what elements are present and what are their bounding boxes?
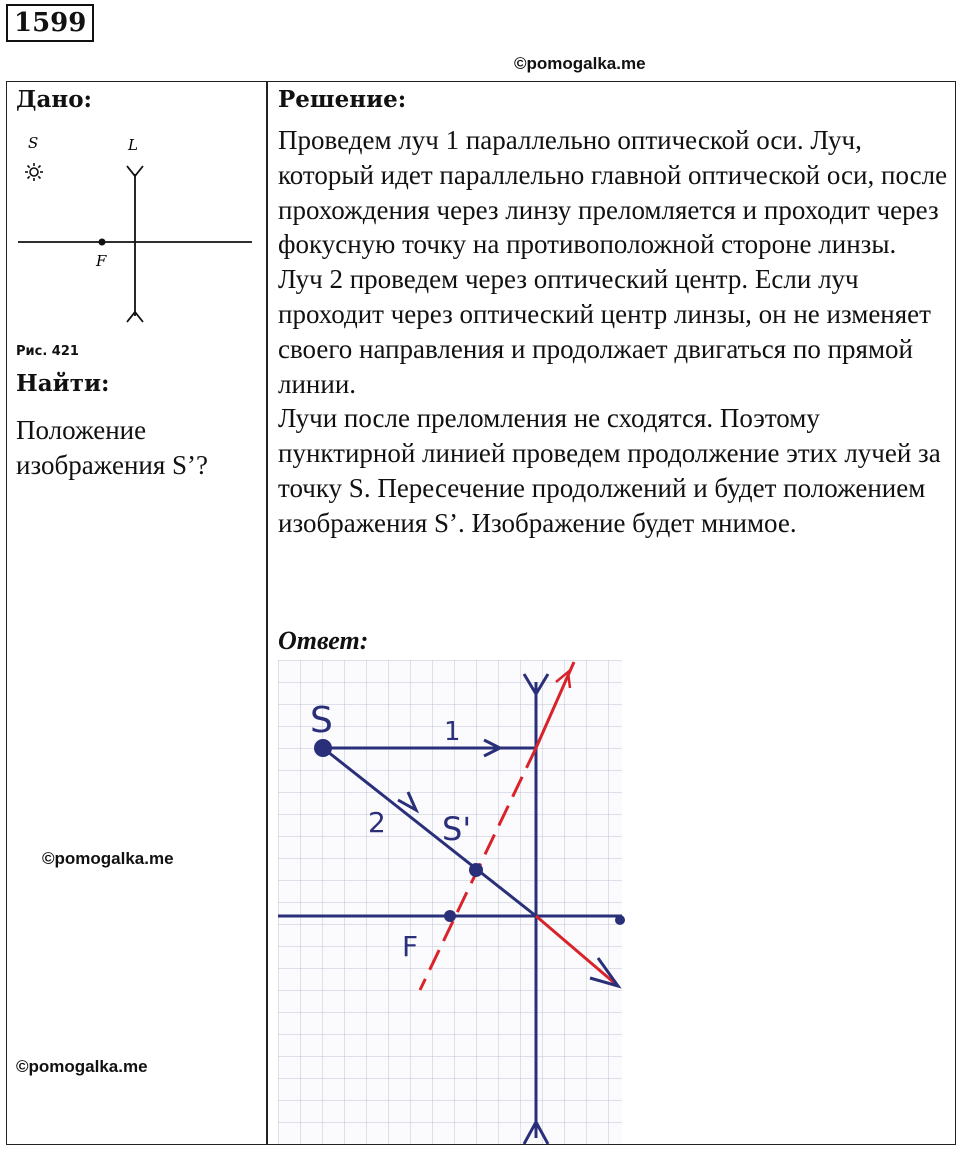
solution-heading: Решение: <box>278 86 407 113</box>
image-point <box>469 863 483 877</box>
column-divider <box>266 81 268 1145</box>
figure-focus-label: F <box>96 252 107 270</box>
given-heading: Дано: <box>16 86 93 113</box>
figure-caption: Рис. 421 <box>16 344 79 359</box>
figure-source-label: S <box>28 134 39 152</box>
solution-paragraph-1: Проведем луч 1 параллельно оптической оси. Луч, который идет параллельно главной оптической оси, после прохождения через линзу преломляется и проходит через фокусную точку на противоположной стороне линзы. <box>278 125 948 260</box>
focus-point-drawn <box>444 910 456 922</box>
drawn-focus-label: F <box>402 930 419 963</box>
answer-drawing <box>278 660 624 1144</box>
solution-paragraph-3: Лучи после преломления не сходятся. Поэтому пунктирной линией проведем продолжение этих лучей за точку S. Пересечение продолжений и будет положением изображения S’. Изображение будет мнимое. <box>278 403 941 538</box>
find-heading: Найти: <box>16 370 110 397</box>
answer-heading: Ответ: <box>278 626 369 655</box>
find-text: Положение изображения S’? <box>16 415 209 480</box>
solution-paragraph-2: Луч 2 проведем через оптический центр. Если луч проходит через оптический центр линзы, он не изменяет своего направления и продолжает двигаться по прямой линии. <box>278 264 931 399</box>
drawn-ray2-label: 2 <box>368 806 386 839</box>
problem-number: 1599 <box>6 4 94 42</box>
watermark-bottom: ©pomogalka.me <box>16 1057 148 1076</box>
watermark-middle: ©pomogalka.me <box>42 849 174 868</box>
axis-end-dot <box>615 915 625 925</box>
given-figure <box>16 128 256 338</box>
figure-lens-label: L <box>128 136 138 154</box>
sun-icon <box>25 163 43 181</box>
solution-text <box>278 123 950 541</box>
drawn-ray1-label: 1 <box>444 717 461 747</box>
watermark-top: ©pomogalka.me <box>514 54 646 73</box>
focus-point <box>99 239 106 246</box>
drawn-source-label: S <box>310 700 333 741</box>
source-point <box>314 739 332 757</box>
drawn-image-label: S' <box>442 810 472 848</box>
